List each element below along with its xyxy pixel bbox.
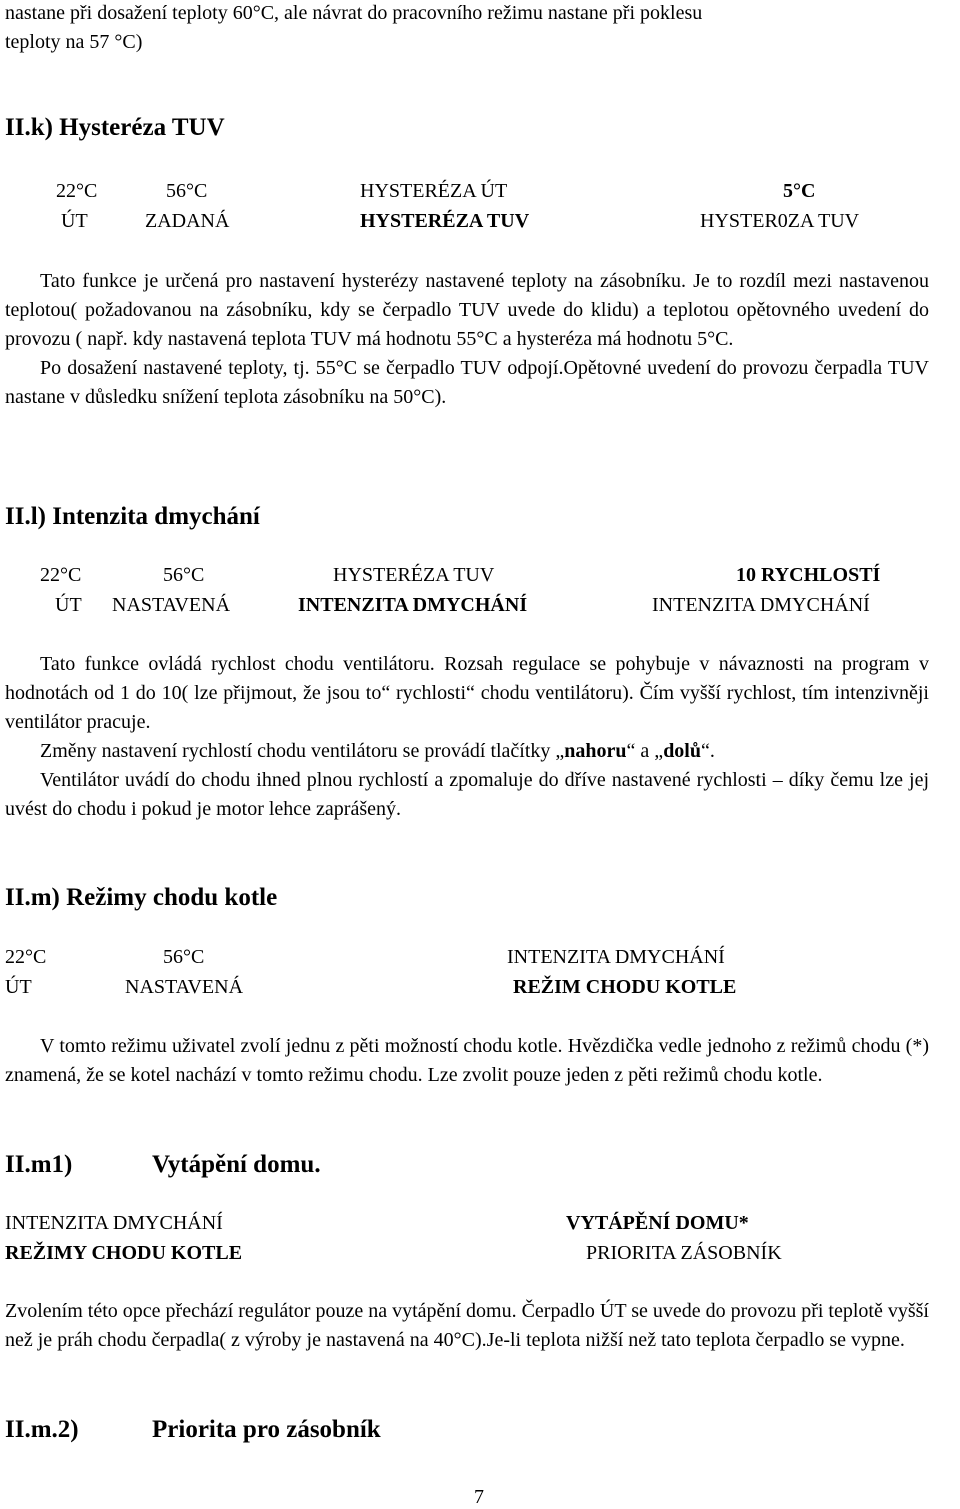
display-l-r2c4: INTENZITA DMYCHÁNÍ <box>652 594 870 616</box>
page-number: 7 <box>474 1486 484 1508</box>
display-l-r2c3: INTENZITA DMYCHÁNÍ <box>298 594 528 616</box>
display-k-r1c4: 5°C <box>783 180 816 202</box>
button-down-label: dolů <box>663 740 701 762</box>
display-k-r1c3: HYSTERÉZA ÚT <box>360 180 508 202</box>
heading-m2-number: II.m.2) <box>5 1416 79 1443</box>
section-m-text <box>5 1032 929 1090</box>
heading-rezimy-chodu-kotle: II.m) Režimy chodu kotle <box>5 884 278 911</box>
display-m1-r1c2: VYTÁPĚNÍ DOMU* <box>566 1212 749 1234</box>
display-m1-r2c2: PRIORITA ZÁSOBNÍK <box>586 1242 782 1264</box>
display-k-r2c3: HYSTERÉZA TUV <box>360 210 530 232</box>
display-m-r1c1: 22°C <box>5 946 47 968</box>
intenzita-description: Tato funkce ovládá rychlost chodu ventilátoru. Rozsah regulace se pohybuje v návaznosti na program v hodnotách od 1 do 10( lze přijmout, že jsou to“ rychlosti“ chodu ventilátoru). Čím vyšší rychlost, tím intenzivněji ventilátor pracuje. <box>5 653 929 733</box>
display-m-r1c3: INTENZITA DMYCHÁNÍ <box>507 946 725 968</box>
hystereza-description: Tato funkce je určená pro nastavení hysterézy nastavené teploty na zásobníku. Je to rozdíl mezi nastavenou teplotou( požadovanou na zásobníku, kdy se čerpadlo TUV uvede do klidu) a teplotou opětovného uvedení do provozu ( např. kdy nastavená teplota TUV má hodnotu 55°C a hysteréza má hodnotu 5°C. <box>5 270 929 350</box>
intro-line-2: teploty na 57 °C) <box>5 31 143 53</box>
heading-m1-number: II.m1) <box>5 1151 73 1178</box>
intro-line-1: nastane při dosažení teploty 60°C, ale návrat do pracovního režimu nastane při poklesu <box>5 2 703 24</box>
display-m-r2c1: ÚT <box>5 976 32 998</box>
display-l-r2c1: ÚT <box>55 594 82 616</box>
section-l-text <box>5 650 929 824</box>
display-l-r1c1: 22°C <box>40 564 82 586</box>
display-l-r1c2: 56°C <box>163 564 205 586</box>
heading-hystereza-tuv: II.k) Hysteréza TUV <box>5 114 225 141</box>
heading-intenzita-dmychani: II.l) Intenzita dmychání <box>5 503 260 530</box>
display-m-r2c3: REŽIM CHODU KOTLE <box>513 976 737 998</box>
display-m-r1c2: 56°C <box>163 946 205 968</box>
display-m1-r1c1: INTENZITA DMYCHÁNÍ <box>5 1212 223 1234</box>
display-k-r2c1: ÚT <box>61 210 88 232</box>
display-l-r1c4: 10 RYCHLOSTÍ <box>736 564 881 586</box>
display-k-r2c4: HYSTER0ZA TUV <box>700 210 860 232</box>
display-l-r1c3: HYSTERÉZA TUV <box>333 564 495 586</box>
display-m1-r2c1: REŽIMY CHODU KOTLE <box>5 1242 243 1264</box>
ventilator-note: Ventilátor uvádí do chodu ihned plnou rychlostí a zpomaluje do dříve nastavené rychlosti – díky čemu lze jej uvést do chodu i pokud je motor lehce zaprášený. <box>5 769 929 820</box>
hystereza-example: Po dosažení nastavené teploty, tj. 55°C se čerpadlo TUV odpojí.Opětovné uvedení do provozu čerpadla TUV nastane v důsledku snížení teplota zásobníku na 50°C). <box>5 357 929 408</box>
display-k-r1c1: 22°C <box>56 180 98 202</box>
rezimy-description: V tomto režimu uživatel zvolí jednu z pěti možností chodu kotle. Hvězdička vedle jednoho z režimů chodu (*) znamená, že se kotel nachází v tomto režimu chodu. Lze zvolit pouze jeden z pěti režimů chodu kotle. <box>5 1035 929 1086</box>
display-m-r2c2: NASTAVENÁ <box>125 976 244 998</box>
heading-priorita-pro-zasobnik: Priorita pro zásobník <box>152 1416 381 1443</box>
display-l-r2c2: NASTAVENÁ <box>112 594 231 616</box>
heading-vytapeni-domu: Vytápění domu. <box>152 1151 321 1178</box>
vytapeni-description: Zvolením této opce přechází regulátor pouze na vytápění domu. Čerpadlo ÚT se uvede do provozu při teplotě vyšší než je práh chodu čerpadla( z výroby je nastavená na 40°C).Je-li teplota nižší než tato teplota čerpadlo se vypne. <box>5 1300 929 1351</box>
display-k-r2c2: ZADANÁ <box>145 210 230 232</box>
section-k-text <box>5 267 929 412</box>
buttons-instruction: Změny nastavení rychlostí chodu ventilátoru se provádí tlačítky „nahoru“ a „dolů“. <box>40 740 715 762</box>
display-k-r1c2: 56°C <box>166 180 208 202</box>
button-up-label: nahoru <box>564 740 627 762</box>
section-m1-text <box>5 1297 929 1355</box>
